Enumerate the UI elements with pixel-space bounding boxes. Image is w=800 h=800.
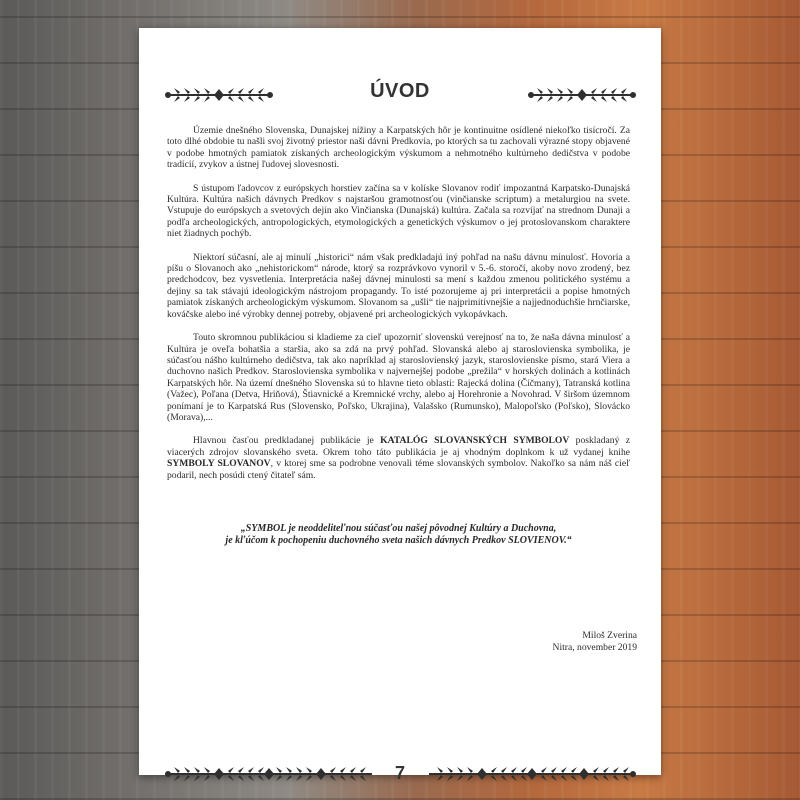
paragraph-5-part-a: Hlavnou časťou predkladanej publikácie je [193,435,381,447]
author-name: Miloš Zverina [582,630,637,641]
folk-ornament-bottom-right [427,765,637,783]
page-number: 7 [394,763,405,783]
quote-line-2: je kľúčom k pochopeniu duchovného sveta našich dávnych Predkov SLOVIENOV.“ [225,535,572,546]
book-page [139,28,661,783]
catalog-title: KATALÓG SLOVANSKÝCH SYMBOLOV [380,435,570,447]
quote-line-1: „SYMBOL je neoddeliteľnou súčasťou našej pôvodnej Kultúry a Duchovna, [240,523,557,534]
paragraph-1: Územie dnešného Slovenska, Dunajskej nížiny a Karpatských hôr je kontinuitne osídlené niekoľko tisícročí. Za toto dlhé obdobie tu našli svoj životný priestor naši dávni Predkovia, po ktorých sa tu zachovali výrazné stopy objavené v podobe hmotných pamiatok získaných archeologickým výskumom a nehmotného kultúrneho dedičstva v podobe tradícií, zvykov a ústnej ľudovej slovesnosti. [167,125,630,171]
paragraph-5-part-e: , v ktorej sme sa podrobne venovali téme slovanských symbolov. Nakoľko sa nám náš cieľ podaril, nech posúdi ctený čitateľ sám. [167,458,630,481]
paragraph-3: Niektorí súčasní, ale aj minulí „historici“ nám však predkladajú iný pohľad na našu dávnu minulosť. Hovoria a píšu o Slovanoch ako „nehistorickom“ národe, ktorý sa rozprávkovo vynoril v 5.-6. storočí, akoby novo zrodený, bez predchodcov, bez vysvetlenia. Interpretácia našej dávnej minulosti sa mení s každou zmenou politického systému a dejiny sa tak stávajú ideologickým nástrojom propagandy. To isté pozorujeme aj pri interpretácii a popise hmotných pamiatok získaných archeologickým výskumom. Slovanom sa „ušli“ tie najprimitívnejšie a najjednoduchšie hrnčiarske, kováčske alebo iné výrobky dennej potreby, objavené pri archeologických vykopávkach. [167,251,630,320]
motto-quote [167,523,630,547]
paragraph-5-part-c: poskladaný z viacerých zdrojov slovanského sveta. Okrem toho táto publikácia je aj vhodným doplnkom k už vydanej knihe [167,435,630,458]
place-date: Nitra, november 2019 [552,641,637,653]
page-title: ÚVOD [370,80,430,102]
signature [553,630,637,653]
book-title: SYMBOLY SLOVANOV [167,458,271,470]
paragraph-2: S ústupom ľadovcov z európskych horstiev začína sa v kolíske Slovanov rodiť impozantná Karpatsko-Dunajská Kultúra. Kultúra našich dávnych Predkov s najstaršou gramotnosťou (vinčianske scriptum) a metalurgiou na svete. Vstupuje do európskych a svetových dejín ako Vinčianska (Dunajská) kultúra. Začala sa rozvíjať na strednom Dunaji a podľa archeologických, antropologických, etymologických a genetických výskumov o jej protoslovanskom charaktere niet žiadnych pochýb. [167,182,630,240]
paragraph-5 [167,435,630,481]
body-text [167,125,630,493]
paragraph-4: Touto skromnou publikáciou si kladieme za cieľ upozorniť slovenskú verejnosť na to, že naša dávna minulosť a Kultúra je oveľa bohatšia a staršia, ako sa zdá na prvý pohľad. Slovanská alebo aj staroslovienska symbolika, je súčasťou nášho kultúrneho dedičstva, tak ako napríklad aj staroslovienský jazyk, staroslovienske písmo, stará Viera a duchovno našich Predkov. Staroslovienska symbolika v najvernejšej podobe „prežila“ v horských dolinách a kotlinách Karpatských hôr. Na území dnešného Slovenska sú to hlavne tieto oblasti: Rajecká dolina (Čičmany), Tatranská kotlina (Važec), Poľana (Detva, Hriňová), Štiavnické a Kremnické vrchy, alebo aj Horehronie a Novohrad. V širšom územnom ponímaní je to Karpatská Rus (Slovensko, Poľsko, Ukrajina), Valašsko (Rumunsko), Malopoľsko (Poľsko), Slovácko (Morava),... [167,332,630,423]
